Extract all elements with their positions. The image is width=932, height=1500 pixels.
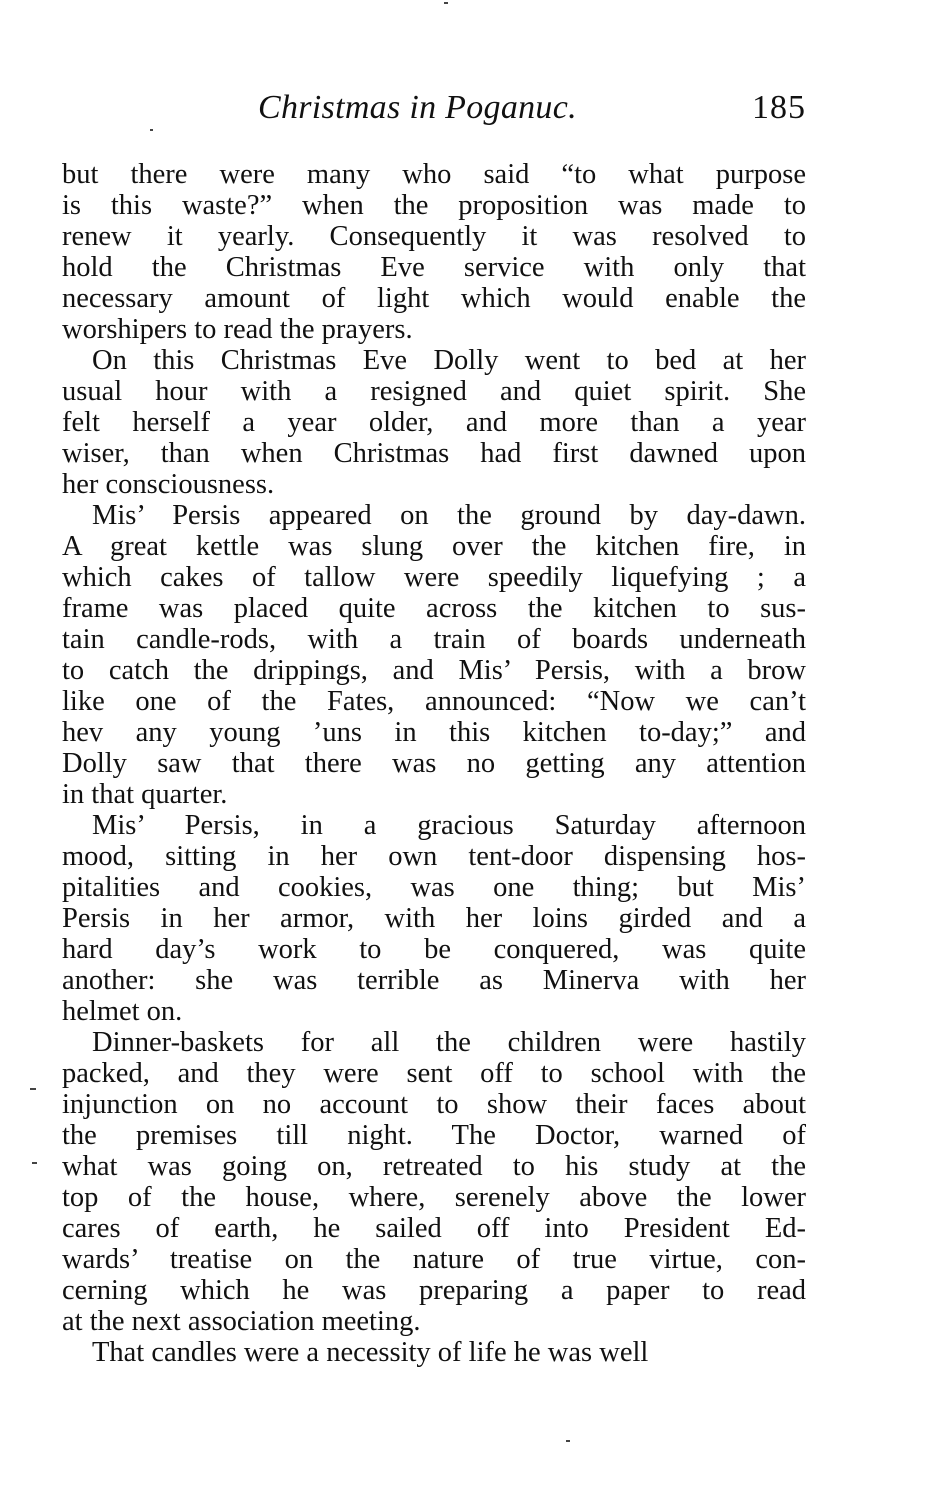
print-speck	[150, 129, 153, 131]
text-line: pitalities and cookies, was one thing; but Mis’	[62, 872, 806, 903]
text-line: cerning which he was preparing a paper to read	[62, 1275, 806, 1306]
text-line: tain candle-rods, with a train of boards underneath	[62, 624, 806, 655]
text-line: to catch the drippings, and Mis’ Persis, with a brow	[62, 655, 806, 686]
text-line: what was going on, retreated to his study at the	[62, 1151, 806, 1182]
text-line: is this waste?” when the proposition was made to	[62, 190, 806, 221]
text-line: Dinner-baskets for all the children were hastily	[92, 1027, 806, 1058]
text-line: packed, and they were sent off to school with the	[62, 1058, 806, 1089]
text-line: A great kettle was slung over the kitchen fire, in	[62, 531, 806, 562]
text-line: Mis’ Persis, in a gracious Saturday afternoon	[92, 810, 806, 841]
text-line: necessary amount of light which would enable the	[62, 283, 806, 314]
page-number: 185	[752, 89, 806, 126]
text-line: worshipers to read the prayers.	[62, 314, 413, 345]
text-line: in that quarter.	[62, 779, 228, 810]
page-header	[62, 86, 806, 130]
text-line: usual hour with a resigned and quiet spirit. She	[62, 376, 806, 407]
text-line: helmet on.	[62, 996, 183, 1027]
text-line: injunction on no account to show their faces about	[62, 1089, 806, 1120]
text-line: another: she was terrible as Minerva with her	[62, 965, 806, 996]
text-line: like one of the Fates, announced: “Now we can’t	[62, 686, 806, 717]
text-line: her consciousness.	[62, 469, 275, 500]
text-line: renew it yearly. Consequently it was resolved to	[62, 221, 806, 252]
text-line: hold the Christmas Eve service with only that	[62, 252, 806, 283]
body-text	[62, 159, 806, 1368]
print-speck	[32, 1162, 37, 1164]
text-line: That candles were a necessity of life he was well	[92, 1337, 649, 1368]
text-line: wiser, than when Christmas had first dawned upon	[62, 438, 806, 469]
print-speck	[30, 1088, 36, 1090]
text-line: top of the house, where, serenely above the lower	[62, 1182, 806, 1213]
text-line: On this Christmas Eve Dolly went to bed at her	[92, 345, 806, 376]
print-speck	[566, 1440, 570, 1442]
text-line: Mis’ Persis appeared on the ground by day-dawn.	[92, 500, 806, 531]
text-line: wards’ treatise on the nature of true virtue, con-	[62, 1244, 806, 1275]
text-line: but there were many who said “to what purpose	[62, 159, 806, 190]
text-line: hard day’s work to be conquered, was quite	[62, 934, 806, 965]
print-speck	[444, 2, 448, 4]
text-line: cares of earth, he sailed off into President Ed-	[62, 1213, 806, 1244]
text-line: felt herself a year older, and more than a year	[62, 407, 806, 438]
text-line: which cakes of tallow were speedily liquefying ; a	[62, 562, 806, 593]
text-line: Persis in her armor, with her loins girded and a	[62, 903, 806, 934]
text-line: hev any young ’uns in this kitchen to-day;” and	[62, 717, 806, 748]
text-line: Dolly saw that there was no getting any attention	[62, 748, 806, 779]
text-line: at the next association meeting.	[62, 1306, 421, 1337]
text-line: the premises till night. The Doctor, warned of	[62, 1120, 806, 1151]
text-line: frame was placed quite across the kitchen to sus-	[62, 593, 806, 624]
running-title: Christmas in Poganuc.	[258, 89, 577, 126]
text-line: mood, sitting in her own tent-door dispensing hos-	[62, 841, 806, 872]
